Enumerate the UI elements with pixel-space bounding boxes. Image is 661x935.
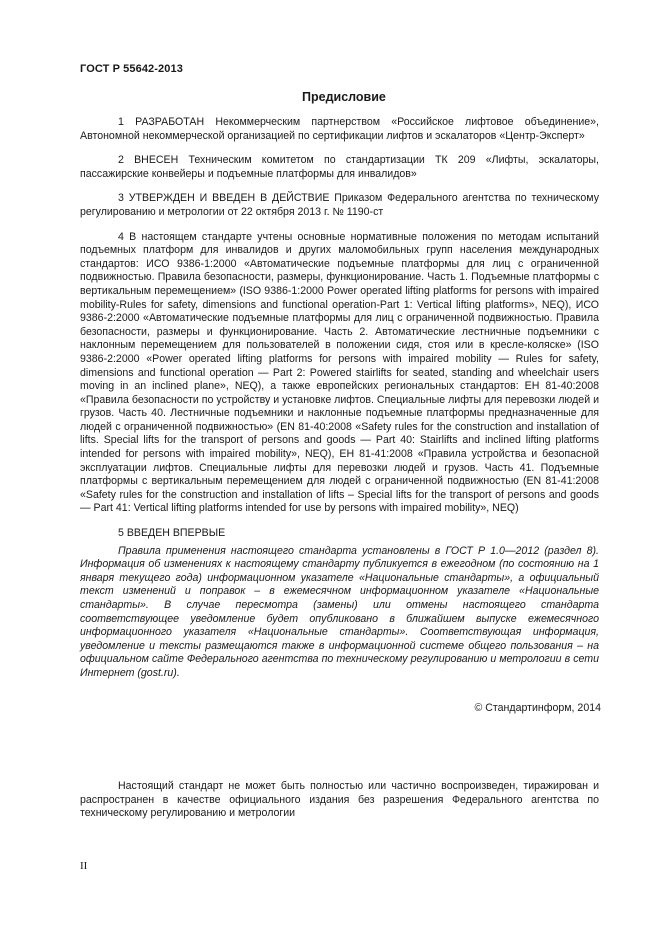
section-title: Предисловие xyxy=(302,90,386,104)
application-rules-note: Правила применения настоящего стандарта установлены в ГОСТ Р 1.0—2012 (раздел 8). Информация об изменениях к настоящему стандарту публикуется в ежегодном (по состоянию на 1 января текущего года) информационном указателе «Национальные стандарты», а официальный текст изменений и поправок – в ежемесячном информационном указателе «Национальные стандарты». В случае пересмотра (замены) или отмены настоящего стандарта соответствующее уведомление будет опубликовано в ближайшем выпуске ежемесячного информационного указателя «Национальные стандарты». Соответствующая информация, уведомление и тексты размещаются также в информационной системе общего пользования – на официальном сайте Федерального агентства по техническому регулированию и метрологии в сети Интернет (gost.ru). xyxy=(80,544,599,679)
paragraph-standards-considered: 4 В настоящем стандарте учтены основные нормативные положения по методам испытаний подъемных платформ для инвалидов и других маломобильных групп населения международных стандартов: ИСО 9386-1:2000 «Автоматические подъемные платформы для лиц с ограниченной подвижностью. Правила безопасности, размеры, функционирование. Часть 1. Подъемные платформы с вертикальным перемещением» (ISO 9386-1:2000 Power operated lifting platforms for persons with impaired mobility-Rules for safety, dimensions and functional operation-Part 1: Vertical lifting platforms», NEQ), ИСО 9386-2:2000 «Автоматические подъемные платформы для лиц с ограниченной подвижностью. Правила безопасности, размеры и функционирование. Часть 2. Автоматические лестничные подъемники с наклонным перемещением для пользователей в положении сидя, стоя или в кресле-коляске» (ISO 9386-2:2000 «Power operated lifting platforms for persons with impaired mobility — Rules for safety, dimensions and functional operation — Part 2: Powered stairlifts for seated, standing and wheelchair users moving in an inclined plane», NEQ), а также европейских региональных стандартов: ЕН 81-40:2008 «Правила безопасности по устройству и установке лифтов. Специальные лифты для перевозки людей и грузов. Часть 40. Лестничные подъемники и наклонные подъемные платформы предназначенные для людей с ограниченной подвижностью» (EN 81-40:2008 «Safety rules for the construction and installation of lifts. Special lifts for the transport of persons and goods — Part 40: Stairlifts and inclined lifting platforms intended for persons with impaired mobility», NEQ), ЕН 81-41:2008 «Правила устройства и безопасной эксплуатации лифтов. Специальные лифты для перевозки людей и грузов. Часть 41. Подъемные платформы с вертикальным перемещением для людей с ограниченной подвижностью (EN 81-41:2008 «Safety rules for the construction and installation of lifts – Special lifts for the transport of persons and goods — Part 41: Vertical lifting platforms intended for use by persons with impaired mobility», NEQ) xyxy=(80,230,599,515)
foreword-body xyxy=(80,116,599,681)
paragraph-first-introduced: 5 ВВЕДЕН ВПЕРВЫЕ xyxy=(118,527,226,540)
standard-id-header: ГОСТ Р 55642-2013 xyxy=(80,63,183,75)
paragraph-approved: 3 УТВЕРЖДЕН И ВВЕДЕН В ДЕЙСТВИЕ Приказом Федерального агентства по техническому регулированию и метрологии от 22 октября 2013 г. № 1190-ст xyxy=(80,192,599,218)
reproduction-notice xyxy=(80,780,599,821)
reproduction-notice-text: Настоящий стандарт не может быть полностью или частично воспроизведен, тиражирован и распространен в качестве официального издания без разрешения Федерального агентства по техническому регулированию и метрологии xyxy=(80,780,599,820)
page-number: II xyxy=(80,860,88,872)
paragraph-developed-by: 1 РАЗРАБОТАН Некоммерческим партнерством «Российское лифтовое объединение», Автономной некоммерческой организацией по сертификации лифтов и эскалаторов «Центр-Эксперт» xyxy=(80,116,599,142)
paragraph-introduced-by: 2 ВНЕСЕН Техническим комитетом по стандартизации ТК 209 «Лифты, эскалаторы, пассажирские конвейеры и подъемные платформы для инвалидов» xyxy=(80,154,599,180)
copyright-line: © Стандартинформ, 2014 xyxy=(474,702,601,714)
